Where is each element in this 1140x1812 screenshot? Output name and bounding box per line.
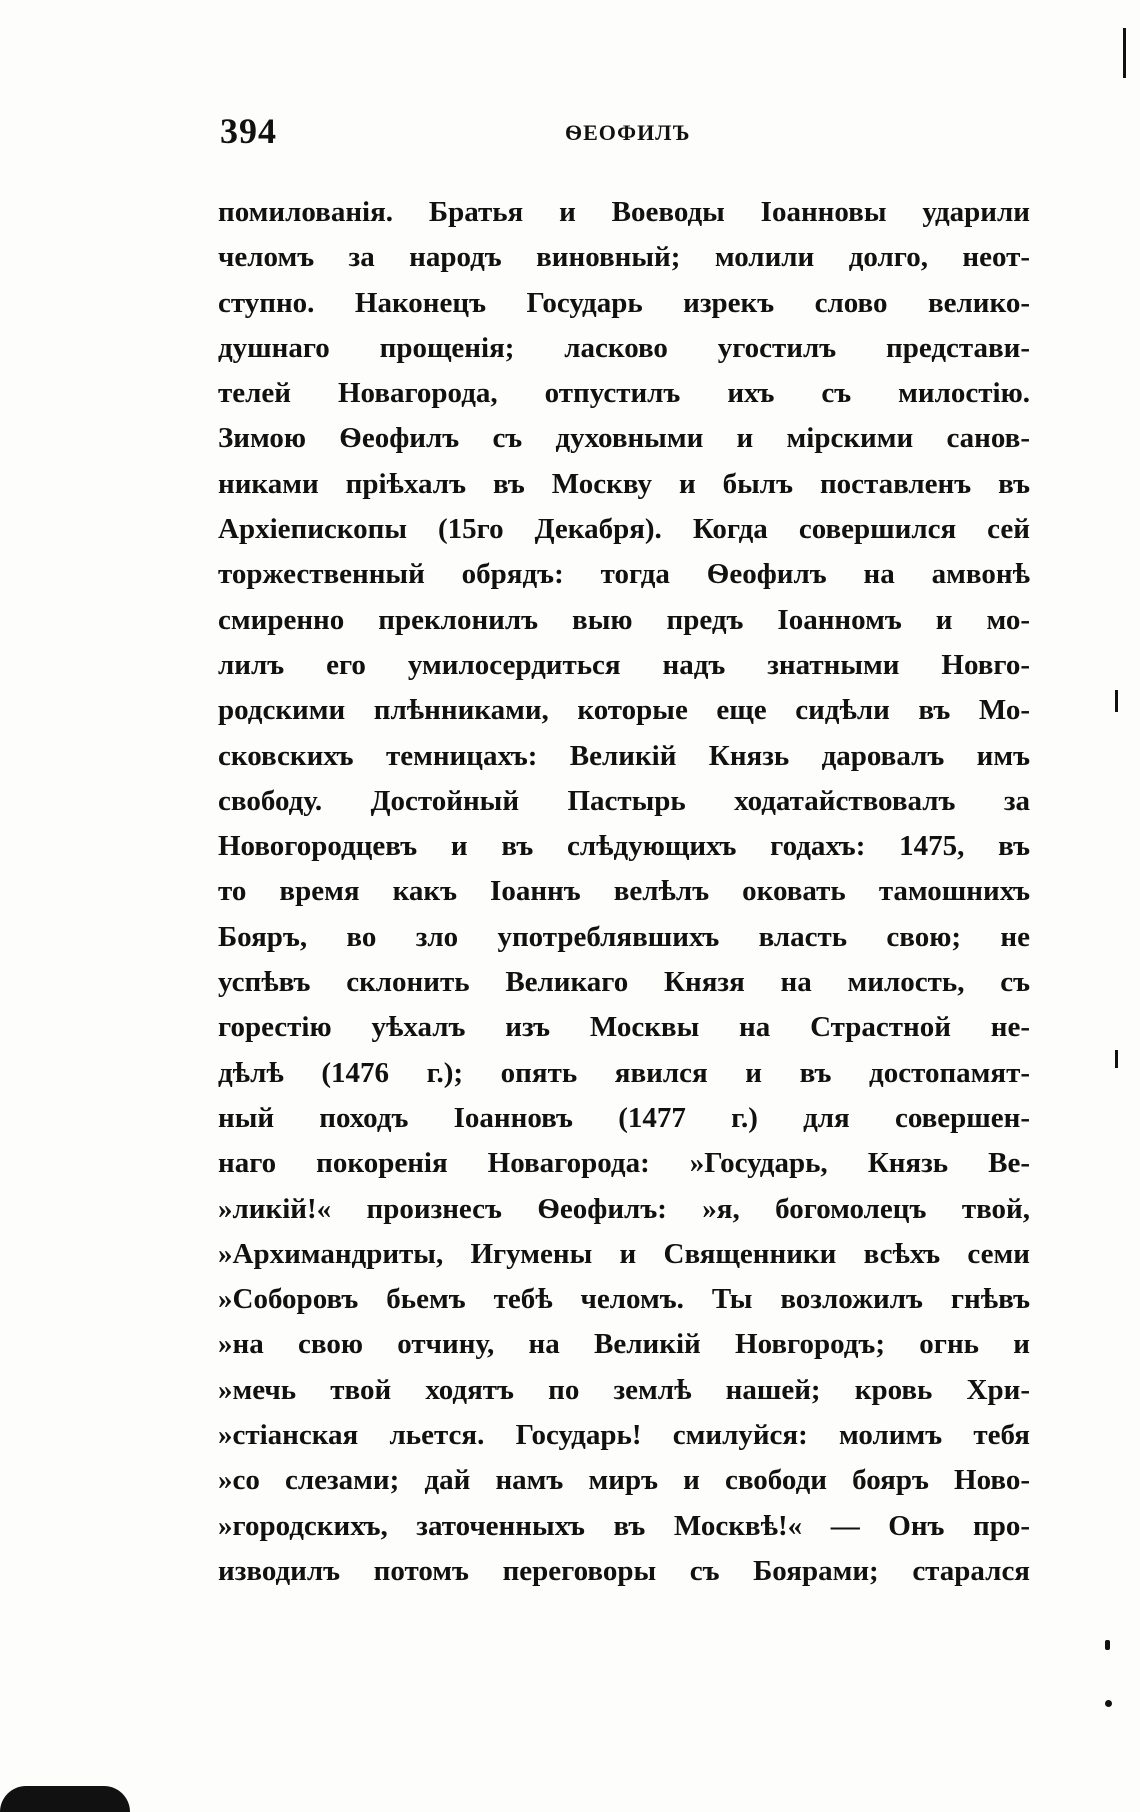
text-line: »городскихъ, заточенныхъ въ Москвѣ!« — Онъ про- [218, 1509, 1030, 1542]
text-line: »мечь твой ходятъ по землѣ нашей; кровь Хри- [218, 1373, 1030, 1406]
text-line: Бояръ, во зло употреблявшихъ власть свою; не [218, 920, 1030, 953]
text-line: дѣлѣ (1476 г.); опять явился и въ достопамят- [218, 1056, 1030, 1089]
text-line: наго покоренія Новагорода: »Государь, Князь Ве- [218, 1147, 1030, 1180]
scan-edge-mark [1123, 28, 1126, 78]
text-line: ступно. Наконецъ Государь изрекъ слово велико- [218, 286, 1030, 319]
scan-edge-mark [1115, 1050, 1118, 1068]
scan-speck [1105, 1640, 1110, 1650]
text-line: родскими плѣнниками, которые еще сидѣли въ Мо- [218, 694, 1030, 727]
text-line: »ликій!« произнесъ Ѳеофилъ: »я, богомолецъ твой, [218, 1192, 1030, 1225]
text-line: телей Новагорода, отпустилъ ихъ съ милостію. [218, 377, 1030, 410]
scan-edge-mark [1115, 690, 1118, 712]
text-line: никами пріѣхалъ въ Москву и былъ поставленъ въ [218, 467, 1030, 500]
text-line: »Соборовъ бьемъ тебѣ челомъ. Ты возложилъ гнѣвъ [218, 1283, 1030, 1316]
page-number: 394 [220, 111, 277, 151]
text-line: челомъ за народъ виновный; молили долго, неот- [218, 241, 1030, 274]
text-line: »со слезами; дай намъ миръ и свободи бояръ Ново- [218, 1464, 1030, 1497]
text-line: »на свою отчину, на Великій Новгородъ; огнь и [218, 1328, 1030, 1361]
page-header [220, 110, 1030, 160]
text-line: »Архимандриты, Игумены и Священники всѣхъ семи [218, 1237, 1030, 1270]
scan-speck [1105, 1700, 1112, 1707]
text-line: смиренно преклонилъ выю предъ Іоанномъ и мо- [218, 603, 1030, 636]
text-line: свободу. Достойный Пастырь ходатайствовалъ за [218, 784, 1030, 817]
body-text [218, 190, 1030, 1594]
text-line: Архіепископы (15го Декабря). Когда совершился сей [218, 513, 1030, 546]
scan-corner-shadow [0, 1786, 130, 1812]
text-line: сковскихъ темницахъ: Великій Князь даровалъ имъ [218, 739, 1030, 772]
text-line: лилъ его умилосердиться надъ знатными Новго- [218, 648, 1030, 681]
text-line: Зимою Ѳеофилъ съ духовными и мірскими санов- [218, 422, 1030, 455]
text-line: душнаго прощенія; ласково угостилъ представи- [218, 331, 1030, 364]
running-head: ѲЕОФИЛЪ [565, 120, 691, 145]
text-line: Новогородцевъ и въ слѣдующихъ годахъ: 1475, въ [218, 830, 1030, 863]
text-line: горестію уѣхалъ изъ Москвы на Страстной не- [218, 1011, 1030, 1044]
text-line: успѣвъ склонить Великаго Князя на милость, съ [218, 966, 1030, 999]
text-line: то время какъ Іоаннъ велѣлъ оковать тамошнихъ [218, 875, 1030, 908]
text-line: торжественный обрядъ: тогда Ѳеофилъ на амвонѣ [218, 558, 1030, 591]
text-line: »стіанская льется. Государь! смилуйся: молимъ тебя [218, 1419, 1030, 1452]
text-line: изводилъ потомъ переговоры съ Боярами; старался [218, 1554, 1030, 1587]
text-line: ный походъ Іоанновъ (1477 г.) для совершен- [218, 1101, 1030, 1134]
text-line: помилованія. Братья и Воеводы Іоанновы ударили [218, 196, 1030, 228]
